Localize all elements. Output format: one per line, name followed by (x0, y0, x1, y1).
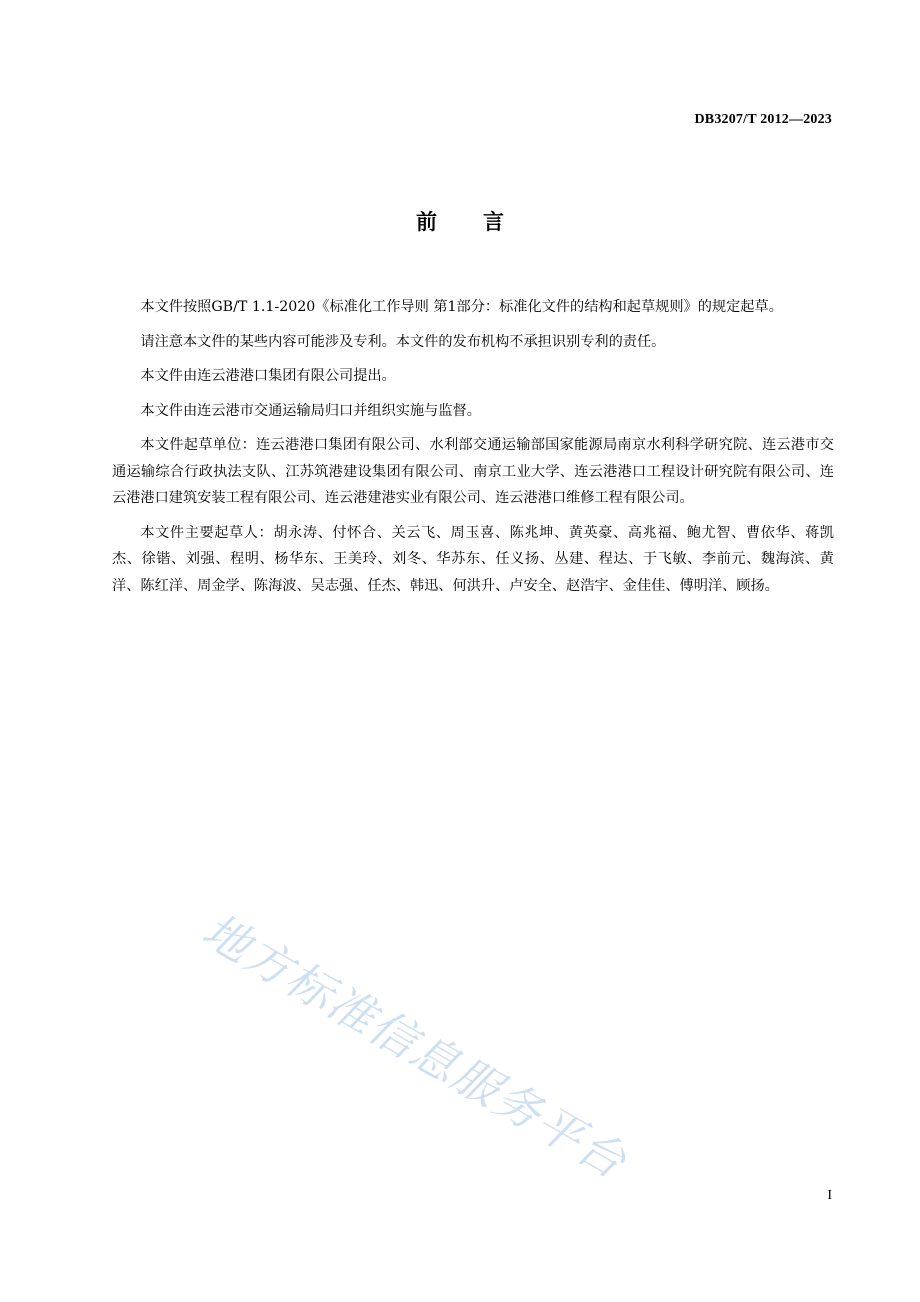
paragraph-patent-notice: 请注意本文件的某些内容可能涉及专利。本文件的发布机构不承担识别专利的责任。 (140, 333, 666, 350)
paragraph-drafters: 本文件主要起草人：胡永涛、付怀合、关云飞、周玉喜、陈兆坤、黄英豪、高兆福、鲍尤智、曹依华、蒋凯杰、徐锴、刘强、程明、杨华东、王美玲、刘冬、华苏东、任义扬、丛建、程达、于飞敏、李前元、魏海滨、黄洋、陈红洋、周金学、陈海波、吴志强、任杰、韩迅、何洪升、卢安全、赵浩宇、金佳佳、傅明洋、顾扬。 (112, 524, 834, 594)
paragraph-proposer: 本文件由连云港港口集团有限公司提出。 (140, 368, 396, 384)
page-title-char-2: 言 (483, 210, 504, 234)
page-title-char-1: 前 (416, 210, 437, 234)
document-code: DB3207/T 2012—2023 (694, 112, 832, 127)
document-body (112, 294, 834, 599)
page-title (0, 206, 920, 236)
paragraph-drafting-units: 本文件起草单位：连云港港口集团有限公司、水利部交通运输部国家能源局南京水利科学研究院、连云港市交通运输综合行政执法支队、江苏筑港建设集团有限公司、南京工业大学、连云港港口工程设计研究院有限公司、连云港港口建筑安装工程有限公司、连云港建港实业有限公司、连云港港口维修工程有限公司。 (112, 437, 834, 506)
watermark: 地方标准信息服务平台 (193, 902, 637, 1190)
page-number: I (827, 1188, 832, 1203)
paragraph-drafting-rules: 本文件按照GB/T 1.1-2020《标准化工作导则 第1部分：标准化文件的结构和起草规则》的规定起草。 (140, 299, 783, 315)
paragraph-administrator: 本文件由连云港市交通运输局归口并组织实施与监督。 (140, 402, 481, 419)
